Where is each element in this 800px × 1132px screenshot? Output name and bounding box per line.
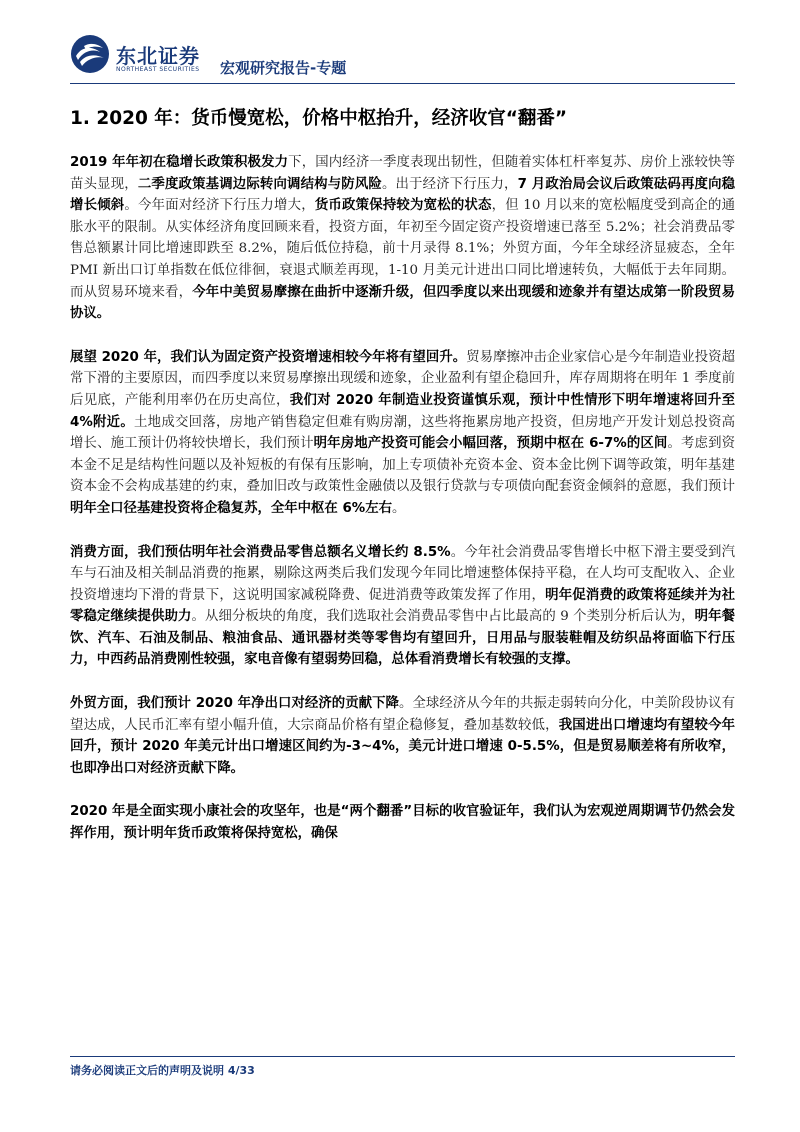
body-text: 。今年社会消费品零售增长中枢下滑主要受到汽车与石油及相关制品消费的拖累，剔除这两类后我们发现今年同比增速整体保持平稳，在人均可支配收入、企业投资增速均下滑的背景下，这说明国家减税降费、促进消费等政策发挥了作用， [70,544,735,603]
logo-chinese-name: 东北证券 [116,44,200,68]
emphasis-text: 明年促消费的政策将延续并为社零稳定继续提供助力 [70,587,736,625]
paragraph-3 [70,542,735,672]
emphasis-text: 展望 2020 年，我们认为固定资产投资增速相较今年将有望回升。 [70,349,467,365]
body-text: 下，国内经济一季度表现出韧性，但随着实体杠杆率复苏、房价上涨较快等苗头显现， [70,155,735,192]
paragraph-4 [70,693,735,779]
body-text: 。今年面对经济下行压力增大， [124,198,315,214]
emphasis-text: 今年中美贸易摩擦在曲折中逐渐升级，但四季度以来出现缓和迹象并有望达成第一阶段贸易协议。 [70,284,736,322]
emphasis-text: 货币政策保持较为宽松的状态 [314,198,492,214]
body-text: 。全球经济从今年的共振走弱转向分化，中美阶段协议有望达成，人民币汇率有望小幅升值，大宗商品价格有望企稳修复，叠加基数较低， [70,696,736,733]
emphasis-text: 2019 年年初在稳增长政策积极发力 [70,155,289,170]
emphasis-text: 明年房地产投资可能会小幅回落，预期中枢在 6-7%的区间 [313,436,668,452]
header-divider [70,83,735,84]
report-type-label: 宏观研究报告-专题 [220,59,347,77]
logo-english-name: NORTHEAST SECURITIES [116,66,200,73]
body-text: ，但 10 月以来的宽松幅度受到高企的通胀水平的限制。从实体经济角度回顾来看，投资方面，年初至今固定资产投资增速已落至 5.2%；社会消费品零售总额累计同比增速即跌至 8.2%，随后低位持稳，前十月录得 8.1%；外贸方面，今年全球经济显疲态，全年 PMI 新出口订单指数在低位徘徊，衰退式顺差再现，1-10 月美元计进出口同比增速转负，大幅低于去年同期。而从贸易环境来看， [70,198,736,300]
body-text: 。出于经济下行压力， [381,176,518,192]
paragraph-5 [70,801,735,844]
footer-divider [70,1056,735,1057]
section-title: 1. 2020 年：货币慢宽松，价格中枢抬升，经济收官“翻番” [70,108,568,129]
footer-disclaimer: 请务必阅读正文后的声明及说明 4/33 [70,1064,255,1077]
body-text: 。考虑到资本金不足是结构性问题以及补短板的有保有压影响，加上专项债补充资本金、资本金比例下调等政策，明年基建资本金不会构成基建的约束，叠加旧改与政策性金融债以及银行贷款与专项债向配套资金倾斜的意愿，我们预计 [70,436,735,495]
emphasis-text: 7 月政治局会议后政策砝码再度向稳增长倾斜 [70,176,736,214]
body-text: 土地成交回落，房地产销售稳定但难有购房潮，这些将拖累房地产投资，但房地产开发计划总投资高增长、施工预计仍将较快增长，我们预计 [70,414,736,452]
emphasis-text: 我们对 2020 年制造业投资谨慎乐观，预计中性情形下明年增速将回升至 4%附近。 [70,392,736,430]
body-text: 贸易摩擦冲击企业家信心是今年制造业投资超常下滑的主要原因，而四季度以来贸易摩擦出现缓和迹象，企业盈利有望企稳回升，库存周期将在明年 1 季度前后见底，产能利用率仍在历史高位， [70,349,735,408]
emphasis-text: 二季度政策基调边际转向调结构与防风险 [137,176,382,192]
emphasis-text: 2020 年是全面实现小康社会的攻坚年，也是“两个翻番”目标的收官验证年，我们认为宏观逆周期调节仍然会发挥作用，预计明年货币政策将保持宽松，确保 [70,804,735,842]
paragraph-2 [70,347,735,520]
emphasis-text: 我国进出口增速均有望较今年回升，预计 2020 年美元计出口增速区间约为-3~4%，美元计进口增速 0-5.5%，但是贸易顺差将有所收窄，也即净出口对经济贡献下降。 [70,717,736,776]
emphasis-text: 外贸方面，我们预计 2020 年净出口对经济的贡献下降 [70,696,399,712]
body-content [70,152,735,867]
body-text: 。 [392,500,406,516]
emphasis-text: 消费方面，我们预估明年社会消费品零售总额名义增长约 8.5% [70,544,451,560]
company-logo-icon [70,34,110,74]
paragraph-1 [70,152,735,325]
emphasis-text: 明年餐饮、汽车、石油及制品、粮油食品、通讯器材类等零售均有望回升，日用品与服装鞋帽及纺织品将面临下行压力，中西药品消费刚性较强，家电音像有望弱势回稳，总体看消费增长有较强的支撑。 [70,609,736,668]
body-text: 。从细分板块的角度，我们选取社会消费品零售中占比最高的 9 个类别分析后认为， [191,609,695,625]
emphasis-text: 明年全口径基建投资将企稳复苏，全年中枢在 6%左右 [70,500,392,516]
page-header [70,28,735,88]
